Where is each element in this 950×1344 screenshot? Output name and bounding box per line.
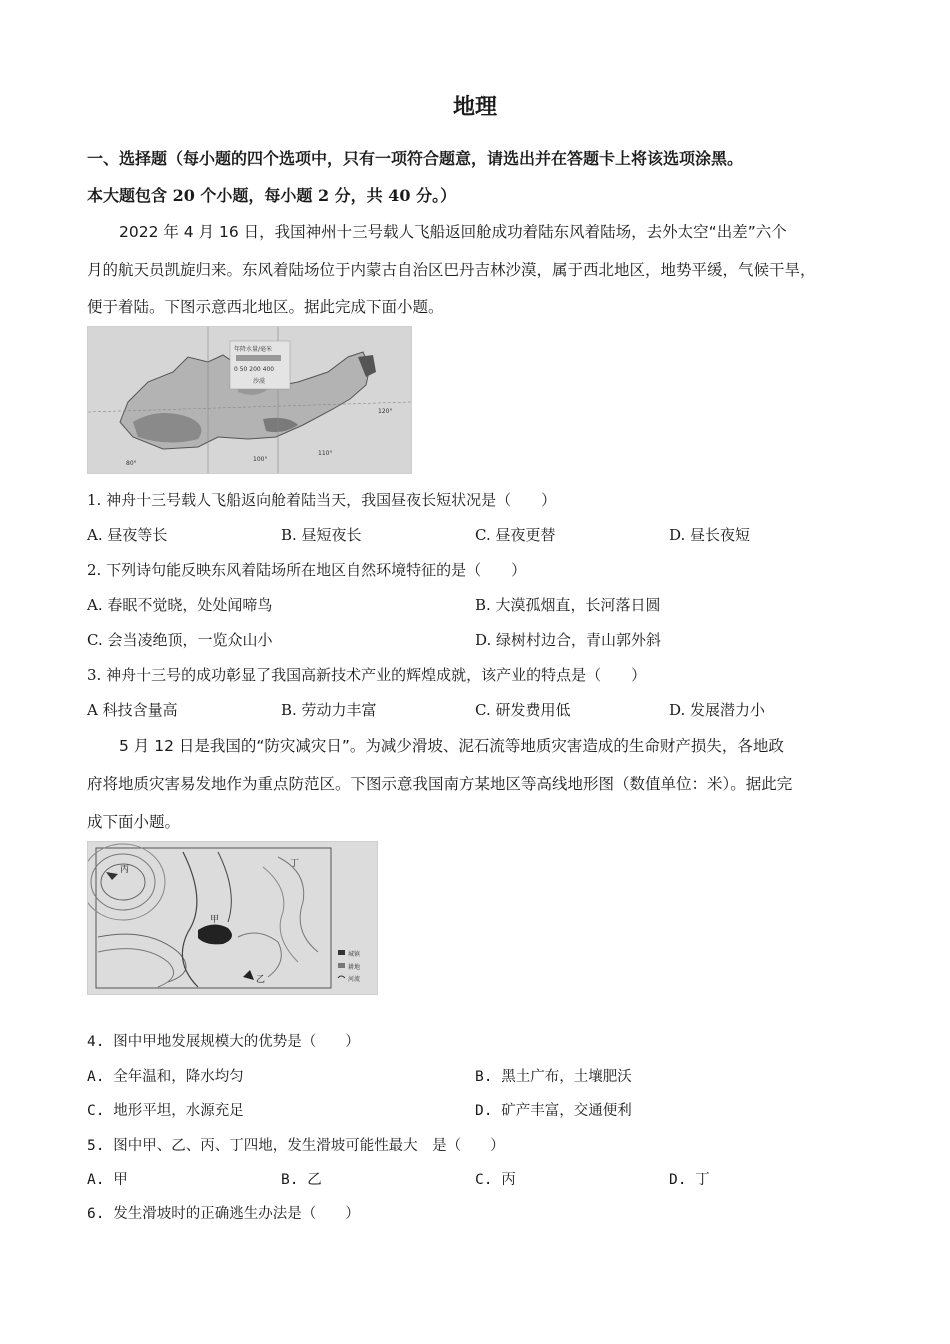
q3-option-b: B. 劳动力丰富	[281, 701, 377, 719]
question-1-stem: 1. 神舟十三号载人飞船返向舱着陆当天，我国昼夜长短状况是（ ）	[87, 491, 557, 509]
question-5-stem: 5. 图中甲、乙、丙、丁四地，发生滑坡可能性最大 是（ ）	[87, 1138, 505, 1154]
contour-legend-farmland: 耕地	[348, 964, 361, 971]
question-6-stem: 6. 发生滑坡时的正确逃生办法是（ ）	[87, 1206, 360, 1222]
question-4-stem: 4. 图中甲地发展规模大的优势是（ ）	[87, 1034, 360, 1050]
passage1-line1: 2022 年 4 月 16 日，我国神州十三号载人飞船返回舱成功着陆东风着陆场，去外太空“出差”六个	[119, 223, 787, 241]
q2-option-d: D. 绿树村边合，青山郭外斜	[475, 631, 662, 649]
contour-legend-river: 河流	[348, 976, 361, 983]
map1-legend-desert: 沙漠	[253, 378, 266, 385]
q5-option-c: C. 丙	[475, 1172, 516, 1188]
map1-lon-110: 110°	[318, 450, 333, 457]
question-2-stem: 2. 下列诗句能反映东风着陆场所在地区自然环境特征的是（ ）	[87, 561, 527, 579]
q4-option-b: B. 黑土广布，土壤肥沃	[475, 1069, 632, 1085]
northwest-china-map	[87, 326, 412, 474]
map1-legend-title: 年降水量/毫米	[234, 346, 273, 353]
q3-option-d: D. 发展潜力小	[669, 701, 766, 719]
q2-option-b: B. 大漠孤烟直，长河落日圆	[475, 596, 661, 614]
contour-map	[87, 841, 378, 995]
q2-option-c: C. 会当凌绝顶，一览众山小	[87, 631, 273, 649]
q1-option-d: D. 昼长夜短	[669, 526, 751, 544]
q4-option-c: C. 地形平坦，水源充足	[87, 1103, 244, 1119]
passage1-line2: 月的航天员凯旋归来。东风着陆场位于内蒙古自治区巴丹吉林沙漠，属于西北地区，地势平缓，气候干旱，	[87, 261, 816, 279]
contour-legend-town: 城镇	[348, 951, 361, 958]
q2-option-a: A. 春眠不觉晓，处处闻啼鸟	[87, 596, 273, 614]
contour-label-bing: 丙	[120, 865, 130, 875]
q1-option-b: B. 昼短夜长	[281, 526, 362, 544]
q1-option-c: C. 昼夜更替	[475, 526, 556, 544]
map1-legend-values: 0 50 200 400	[234, 366, 275, 373]
q1-option-a: A. 昼夜等长	[87, 526, 168, 544]
map1-lon-100: 100°	[253, 456, 268, 463]
contour-label-jia: 甲	[210, 915, 220, 925]
passage1-line3: 便于着陆。下图示意西北地区。据此完成下面小题。	[87, 298, 444, 316]
section-header-line2: 本大题包含 20 个小题，每小题 2 分，共 40 分。）	[87, 186, 457, 205]
contour-label-yi: 乙	[256, 975, 266, 985]
section-header-line1: 一、选择题（每小题的四个选项中，只有一项符合题意，请选出并在答题卡上将该选项涂黑。	[87, 149, 744, 168]
contour-label-ding: 丁	[290, 859, 300, 869]
q5-option-b: B. 乙	[281, 1172, 322, 1188]
q4-option-d: D. 矿产丰富，交通便利	[475, 1103, 632, 1119]
q4-option-a: A. 全年温和，降水均匀	[87, 1069, 244, 1085]
passage2-line2: 府将地质灾害易发地作为重点防范区。下图示意我国南方某地区等高线地形图（数值单位：米）。据此完	[87, 775, 793, 793]
q3-option-a: A 科技含量高	[87, 701, 178, 719]
passage2-line3: 成下面小题。	[87, 813, 181, 831]
map1-lon-120: 120°	[378, 408, 393, 415]
page-title: 地理	[452, 94, 497, 120]
q3-option-c: C. 研发费用低	[475, 701, 571, 719]
question-3-stem: 3. 神舟十三号的成功彰显了我国高新技术产业的辉煌成就，该产业的特点是（ ）	[87, 666, 647, 684]
map1-lon-80: 80°	[126, 460, 137, 467]
q5-option-d: D. 丁	[669, 1172, 710, 1188]
q5-option-a: A. 甲	[87, 1172, 128, 1188]
passage2-line1: 5 月 12 日是我国的“防灾减灾日”。为减少滑坡、泥石流等地质灾害造成的生命财产损失，各地政	[119, 737, 784, 755]
